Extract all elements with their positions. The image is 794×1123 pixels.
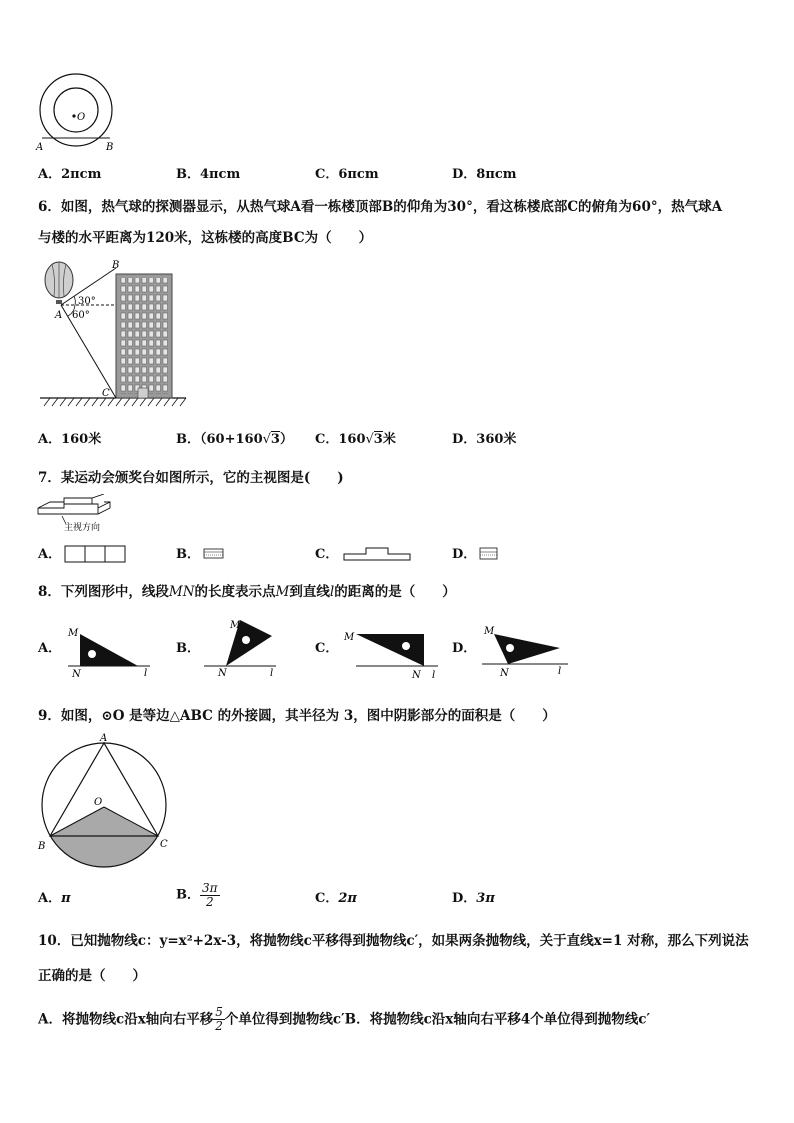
option-value-suffix: ） xyxy=(279,432,293,447)
label-n: N xyxy=(218,668,227,678)
option-value: 4πcm xyxy=(200,167,241,182)
q7-option-a[interactable] xyxy=(38,546,61,564)
q5-option-a[interactable] xyxy=(38,166,101,184)
label-m: M xyxy=(68,628,79,639)
label-n: N xyxy=(72,669,81,678)
label-l: l xyxy=(558,666,562,677)
sqrt-sign: √ xyxy=(365,432,374,447)
option-letter: B． xyxy=(176,547,200,562)
q9-figure xyxy=(36,733,176,873)
label-n: N xyxy=(412,670,421,681)
sqrt-radicand: 3 xyxy=(270,432,280,447)
fraction xyxy=(213,1006,225,1033)
q10-stem-line1: 10．已知抛物线c：y=x²+2x-3，将抛物线c平移得到抛物线c′，如果两条抛物线，关于直线x=1 对称，那么下列说法 xyxy=(38,933,749,949)
q8-l: l xyxy=(329,584,335,600)
center-dot xyxy=(72,114,75,117)
option-letter: B． xyxy=(176,432,200,447)
option-letter: A． xyxy=(38,641,62,656)
q9-option-a[interactable] xyxy=(38,890,71,908)
q8-option-c-figure xyxy=(342,626,442,682)
label-l: l xyxy=(270,668,274,678)
fraction-denominator: 2 xyxy=(215,1019,223,1033)
label-c: C xyxy=(160,839,168,850)
sqrt-radicand: 3 xyxy=(373,432,383,447)
q7-option-d[interactable] xyxy=(452,546,476,564)
label-m: M xyxy=(230,620,241,631)
outer-circle xyxy=(40,74,112,146)
label-60deg: 60° xyxy=(72,310,90,321)
inner-circle xyxy=(54,88,98,132)
q6-option-d[interactable] xyxy=(452,431,516,449)
q5-option-c[interactable] xyxy=(315,166,379,184)
q8-text-1: 8．下列图形中，线段 xyxy=(38,584,169,600)
q8-option-a[interactable] xyxy=(38,640,61,658)
option-value: 3π xyxy=(476,891,495,906)
q6-option-b[interactable] xyxy=(176,431,293,449)
q7-option-b-figure xyxy=(203,548,225,560)
q5-option-d[interactable] xyxy=(452,166,517,184)
q8-option-b[interactable] xyxy=(176,640,200,658)
label-b: B xyxy=(38,841,46,852)
q5-option-b[interactable] xyxy=(176,166,240,184)
q8-stem xyxy=(38,583,456,601)
label-l: l xyxy=(432,670,436,681)
q8-mn: MN xyxy=(168,584,195,600)
option-letter: A． xyxy=(38,547,62,562)
option-letter: A． xyxy=(38,891,62,906)
q5-figure xyxy=(30,72,130,154)
q9-stem: 9．如图，⊙O 是等边△ABC 的外接圆，其半径为 3，图中阴影部分的面积是（ ） xyxy=(38,708,556,724)
label-m: M xyxy=(344,632,355,643)
option-value: 8πcm xyxy=(476,167,517,182)
option-value: （60+160 xyxy=(200,432,263,447)
sqrt-sign: √ xyxy=(262,432,271,447)
q9-option-d[interactable] xyxy=(452,890,495,908)
label-a: A xyxy=(36,142,44,153)
q10-stem-line2: 正确的是（ ） xyxy=(38,968,146,984)
fraction xyxy=(200,882,220,909)
option-letter: B． xyxy=(176,641,200,656)
q8-option-a-figure xyxy=(64,622,154,678)
option-value: π xyxy=(61,891,71,906)
fraction-denominator: 2 xyxy=(205,895,214,909)
label-b: B xyxy=(106,142,114,153)
option-letter: D． xyxy=(452,167,477,182)
q7-stem: 7．某运动会颁奖台如图所示，它的主视图是( ) xyxy=(38,470,344,486)
label-l: l xyxy=(144,668,148,678)
option-value: 360米 xyxy=(476,432,517,447)
fraction-numerator: 3π xyxy=(202,881,218,895)
q7-option-a-figure xyxy=(64,544,128,564)
q8-option-d-figure xyxy=(478,622,570,678)
label-a: A xyxy=(55,310,63,321)
q8-text-3: 到直线 xyxy=(289,584,330,600)
q6-option-c[interactable] xyxy=(315,431,396,449)
q8-m: M xyxy=(275,584,290,600)
option-value: 2πcm xyxy=(61,167,102,182)
option-letter: C． xyxy=(315,432,339,447)
label-n: N xyxy=(500,668,509,678)
q8-option-d[interactable] xyxy=(452,640,476,658)
option-letter: A． xyxy=(38,432,62,447)
option-value-suffix: 米 xyxy=(382,432,396,447)
q8-text-2: 的长度表示点 xyxy=(194,584,276,600)
view-direction-label: 主视方向 xyxy=(64,523,101,532)
label-o: O xyxy=(94,797,103,808)
fraction-numerator: 5 xyxy=(215,1005,223,1019)
q9-option-b[interactable] xyxy=(176,882,220,909)
q7-figure xyxy=(36,494,126,532)
q8-option-c[interactable] xyxy=(315,640,338,658)
label-30deg: 30° xyxy=(78,296,96,307)
option-value: 6πcm xyxy=(338,167,379,182)
option-letter: C． xyxy=(315,167,339,182)
q7-option-b[interactable] xyxy=(176,546,200,564)
label-m: M xyxy=(484,626,495,637)
option-value: 160 xyxy=(338,432,366,447)
q6-option-a[interactable] xyxy=(38,431,101,449)
option-letter: A． xyxy=(38,167,62,182)
option-letter: C． xyxy=(315,641,339,656)
q6-figure xyxy=(36,258,196,410)
option-letter: D． xyxy=(452,547,477,562)
option-value: 2π xyxy=(338,891,357,906)
option-letter: B． xyxy=(176,887,200,903)
q6-stem-line2: 与楼的水平距离为120米，这栋楼的高度BC为（ ） xyxy=(38,230,373,246)
option-letter: D． xyxy=(452,891,477,906)
q6-stem-line1: 6．如图，热气球的探测器显示，从热气球A看一栋楼顶部B的仰角为30°，看这栋楼底部C的俯角为60°，热气球A xyxy=(38,199,723,215)
ground-hatch xyxy=(44,398,186,406)
building-windows xyxy=(120,278,168,394)
q7-option-d-figure xyxy=(479,547,499,561)
q8-option-b-figure xyxy=(200,616,280,678)
label-b: B xyxy=(112,260,120,271)
label-c: C xyxy=(102,388,110,399)
option-letter: D． xyxy=(452,432,477,447)
q10-option-b-text: 个单位得到抛物线c′B．将抛物线c沿x轴向右平移4个单位得到抛物线c′ xyxy=(224,1011,651,1028)
label-o: O xyxy=(77,112,86,123)
q9-option-c[interactable] xyxy=(315,890,357,908)
q7-option-c[interactable] xyxy=(315,546,338,564)
option-letter: C． xyxy=(315,891,339,906)
label-a: A xyxy=(100,733,108,744)
q7-option-c-figure xyxy=(342,544,412,562)
q10-option-a-text: A．将抛物线c沿x轴向右平移 xyxy=(38,1011,214,1028)
option-letter: C． xyxy=(315,547,339,562)
option-letter: B． xyxy=(176,167,200,182)
q10-options-ab[interactable] xyxy=(38,1006,650,1033)
option-letter: D． xyxy=(452,641,477,656)
option-value: 160米 xyxy=(61,432,102,447)
q8-text-4: 的距离的是（ ） xyxy=(334,584,456,600)
